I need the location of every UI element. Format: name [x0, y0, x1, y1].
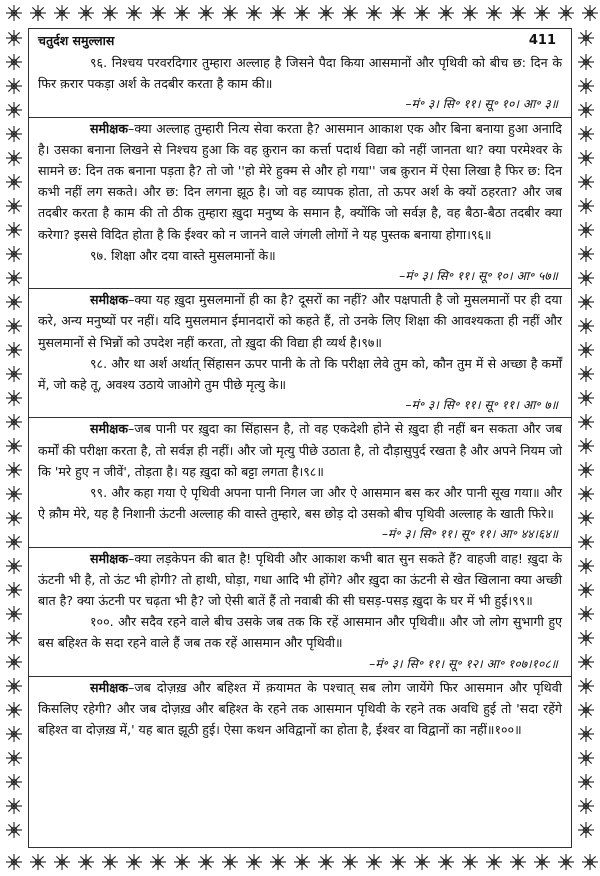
commentary-98	[38, 418, 562, 482]
commentary-label: समीक्षक	[90, 679, 129, 695]
ornament-motif	[534, 854, 550, 870]
ornament-motif	[578, 654, 594, 670]
ornament-motif	[6, 102, 22, 118]
ornament-motif	[6, 630, 22, 646]
ornament-motif	[198, 854, 214, 870]
ornament-motif	[342, 5, 358, 21]
ornament-motif	[462, 5, 478, 21]
ornament-motif	[578, 366, 594, 382]
ornament-motif	[6, 510, 22, 526]
ornament-motif	[578, 798, 594, 814]
ornament-motif	[438, 854, 454, 870]
ornament-motif	[6, 702, 22, 718]
ornament-motif	[102, 5, 118, 21]
ornament-motif	[102, 854, 118, 870]
ornament-motif	[414, 854, 430, 870]
ornament-motif	[578, 222, 594, 238]
ornament-motif	[222, 854, 238, 870]
ornament-motif	[6, 678, 22, 694]
ornament-motif	[30, 854, 46, 870]
ornament-motif	[174, 5, 190, 21]
ornament-motif	[486, 5, 502, 21]
commentary-99	[38, 548, 562, 612]
ornament-motif	[6, 174, 22, 190]
commentary-text: –क्या अल्लाह तुम्हारी नित्य सेवा करता है? आसमान आकाश एक और बिना बनाया हुआ अनादि है। उसका बनाना लिखने से निश्चय हुआ कि वह क़ुरान का कर्त्ता पदार्थ विद्या को नहीं जानता था? क्या परमेश्वर के सामने छ: दिन तक बनाना पड़ता है? तो जो ''हो मेरे हुक्म से और हो गया'' जब क़ुरान में ऐसा लिखा है फिर छ: दिन कभी नहीं लग सकते। और छ: दिन लगना झूठ है। जो वह व्यापक होता, तो ऊपर अर्श के क्यों ठहरता? और जब तदबीर करता है काम की तो ठीक तुम्हारा ख़ुदा मनुष्य के समान है, क्योंकि जो सर्वज्ञ है, वह बैठा-बैठा तदबीर क्या करेगा? इससे विदित होता है कि ईश्वर को न जानने वाले जंगली लोगों ने यह पुस्तक बनाया होगा।९६॥	[38, 120, 562, 242]
ornament-motif	[366, 854, 382, 870]
ornament-motif	[578, 630, 594, 646]
ornament-motif	[390, 854, 406, 870]
verse-96: ९६. निश्चय परवरदिगार तुम्हारा अल्लाह है जिसने पैदा किया आसमानों और पृथिवी को बीच छ: दिन के फिर क़रार पकड़ा अर्श के तदबीर करता है काम की॥	[38, 55, 562, 92]
page-content	[38, 30, 562, 741]
verse-99: ९९. और कहा गया ऐ पृथिवी अपना पानी निगल जा और ऐ आसमान बस कर और पानी सूख गया॥ और ऐ क़ौम मेरे, यह है निशानी ऊंटनी अल्लाह की वास्ते तुम्हारे, बस छोड़ दो उसको बीच पृथिवी अल्लाह के खाती फिरे॥	[38, 485, 562, 522]
ornament-motif	[578, 198, 594, 214]
ornament-motif	[6, 126, 22, 142]
chapter-title: चतुर्दश समुल्लास	[38, 33, 115, 48]
commentary-97	[38, 289, 562, 353]
decorative-border-top	[0, 0, 600, 28]
ornament-motif	[578, 606, 594, 622]
decorative-border-right	[572, 0, 600, 876]
ornament-motif	[6, 438, 22, 454]
ornament-motif	[318, 854, 334, 870]
ornament-motif	[294, 5, 310, 21]
ornament-motif	[578, 270, 594, 286]
ornament-motif	[126, 854, 142, 870]
commentary-text: –क्या लड़केपन की बात है! पृथिवी और आकाश कभी बात सुन सकते हैं? वाहजी वाह! ख़ुदा के ऊंटनी भी है, तो ऊंट भी होगी? तो हाथी, घोड़ा, गधा आदि भी होंगे? और ख़ुदा का ऊंटनी से खेत खिलाना क्या अच्छी बात है? क्या ऊंटनी पर चढ़ता भी है? जो ऐसी बातें हैं तो नवाबी की सी घसड़-पसड़ ख़ुदा के घर में भी हुई।९९॥	[38, 550, 562, 609]
ornament-motif	[578, 150, 594, 166]
ornament-motif	[54, 5, 70, 21]
ornament-motif	[6, 318, 22, 334]
commentary-label: समीक्षक	[90, 120, 129, 136]
decorative-border-bottom	[0, 848, 600, 876]
ornament-motif	[342, 854, 358, 870]
ornament-motif	[578, 54, 594, 70]
ornament-motif	[6, 222, 22, 238]
ornament-motif	[6, 414, 22, 430]
ornament-motif	[414, 5, 430, 21]
page-header	[38, 30, 562, 52]
ornament-motif	[6, 366, 22, 382]
ornament-motif	[6, 798, 22, 814]
page-number: 411	[528, 33, 556, 48]
ornament-motif	[578, 246, 594, 262]
ornament-motif	[78, 854, 94, 870]
ornament-motif	[578, 534, 594, 550]
ornament-motif	[30, 5, 46, 21]
ornament-motif	[246, 5, 262, 21]
ornament-motif	[578, 462, 594, 478]
ornament-motif	[6, 750, 22, 766]
verse-reference-97: –मं॰ ३। सि॰ ११। सू॰ १०। आ॰ ५७॥	[399, 269, 558, 284]
ornament-motif	[6, 558, 22, 574]
ornament-motif	[6, 726, 22, 742]
ornament-motif	[578, 126, 594, 142]
ornament-motif	[270, 5, 286, 21]
verse-97: ९७. शिक्षा और दया वास्ते मुसलमानों के॥	[90, 247, 276, 263]
ornament-motif	[6, 582, 22, 598]
verse-reference-99: –मं॰ ३। सि॰ ११। सू॰ ११। आ॰ ४४।६४॥	[381, 527, 558, 542]
ornament-motif	[6, 270, 22, 286]
decorative-border-left	[0, 0, 28, 876]
ornament-motif	[578, 30, 594, 46]
ornament-motif	[6, 390, 22, 406]
ornament-motif	[578, 78, 594, 94]
ornament-motif	[578, 702, 594, 718]
commentary-100	[38, 677, 562, 741]
ornament-motif	[578, 318, 594, 334]
ornament-motif	[246, 854, 262, 870]
verse-98: ९८. और था अर्श अर्थात् सिंहासन ऊपर पानी के तो कि परीक्षा लेवे तुम को, कौन तुम में से अच्छा है कर्मों में, जो कहे तू, अवश्य उठाये जाओगे तुम पीछे मृत्यु के॥	[38, 355, 562, 393]
commentary-text: –क्या यह ख़ुदा मुसलमानों ही का है? दूसरों का नहीं? और पक्षपाती है जो मुसलमानों पर ही दया करे, अन्य मनुष्यों पर नहीं। यदि मुसलमान ईमानदारों को कहते हैं, तो उनके लिए शिक्षा की आवश्यकता ही नहीं और मुसलमानों से भिन्नों को उपदेश नहीं करता, तो ख़ुदा की विद्या ही व्यर्थ है।९७॥	[38, 292, 562, 350]
ornament-motif	[578, 102, 594, 118]
ornament-motif	[6, 774, 22, 790]
ornament-motif	[578, 774, 594, 790]
ornament-motif	[6, 462, 22, 478]
ornament-motif	[578, 294, 594, 310]
ornament-motif	[6, 486, 22, 502]
ornament-motif	[578, 678, 594, 694]
ornament-motif	[578, 438, 594, 454]
ornament-motif	[578, 582, 594, 598]
ornament-motif	[6, 654, 22, 670]
verse-100: १००. और सदैव रहने वाले बीच उसके जब तक कि रहें आसमान और पृथिवी॥ और जो लोग सुभागी हुए बस बहिश्त के सदा रहने वाले हैं जब तक रहें आसमान और पृथिवी॥	[38, 614, 562, 651]
ornament-motif	[510, 5, 526, 21]
verse-reference-100: –मं॰ ३। सि॰ ११। सू॰ १२। आ॰ १०७।१०८॥	[369, 656, 558, 671]
ornament-motif	[578, 822, 594, 838]
ornament-motif	[578, 174, 594, 190]
ornament-motif	[578, 390, 594, 406]
ornament-motif	[294, 854, 310, 870]
ornament-motif	[78, 5, 94, 21]
commentary-text: –जब दोज़ख़ और बहिश्त में क़यामत के पश्चात् सब लोग जायेंगे फिर आसमान और पृथिवी किसलिए रहेगी? और जब दोज़ख़ और बहिश्त के रहने तक आसमान पृथिवी के रहने तक अवधि हुई तो 'सदा रहेंगे बहिश्त वा दोज़ख़ में,' यह बात झूठी हुई। ऐसा कथन अविद्वानों का होता है, ईश्वर वा विद्वानों का नहीं॥१००॥	[38, 679, 562, 738]
ornament-motif	[6, 342, 22, 358]
ornament-motif	[150, 854, 166, 870]
ornament-motif	[510, 854, 526, 870]
ornament-motif	[390, 5, 406, 21]
ornament-motif	[318, 5, 334, 21]
commentary-label: समीक्षक	[90, 550, 129, 566]
ornament-motif	[6, 54, 22, 70]
ornament-motif	[486, 854, 502, 870]
ornament-motif	[6, 246, 22, 262]
ornament-motif	[578, 750, 594, 766]
ornament-motif	[578, 558, 594, 574]
ornament-motif	[198, 5, 214, 21]
ornament-motif	[174, 854, 190, 870]
ornament-motif	[6, 150, 22, 166]
commentary-label: समीक्षक	[90, 292, 129, 308]
ornament-motif	[270, 854, 286, 870]
ornament-motif	[6, 198, 22, 214]
ornament-motif	[6, 534, 22, 550]
ornament-motif	[578, 486, 594, 502]
ornament-motif	[578, 726, 594, 742]
ornament-motif	[578, 342, 594, 358]
commentary-text: –जब पानी पर ख़ुदा का सिंहासन है, तो वह एकदेशी होने से ख़ुदा ही नहीं बन सकता और जब कर्मों की परीक्षा करता है, तो सर्वज्ञ ही नहीं। और जो मृत्यु पीछे उठाता है, तो दौड़ासुपुर्द रखता है और अपने नियम जो कि 'मरे हुए न जीवें', तोड़ता है। यह ख़ुदा को बट्टा लगता है।९८॥	[38, 421, 562, 479]
ornament-motif	[578, 414, 594, 430]
ornament-motif	[6, 30, 22, 46]
commentary-label: समीक्षक	[90, 421, 129, 437]
ornament-motif	[578, 510, 594, 526]
ornament-motif	[6, 822, 22, 838]
ornament-motif	[150, 5, 166, 21]
verse-reference-98: –मं॰ ३। सि॰ ११। सू॰ ११। आ॰ ७॥	[405, 398, 558, 413]
ornament-motif	[534, 5, 550, 21]
ornament-motif	[54, 854, 70, 870]
ornament-motif	[6, 78, 22, 94]
verse-reference-96: –मं॰ ३। सि॰ ११। सू॰ १०। आ॰ ३॥	[405, 97, 558, 112]
ornament-motif	[6, 606, 22, 622]
ornament-motif	[222, 5, 238, 21]
ornament-motif	[6, 294, 22, 310]
commentary-96	[38, 118, 562, 245]
ornament-motif	[366, 5, 382, 21]
ornament-motif	[462, 854, 478, 870]
ornament-motif	[438, 5, 454, 21]
ornament-motif	[126, 5, 142, 21]
